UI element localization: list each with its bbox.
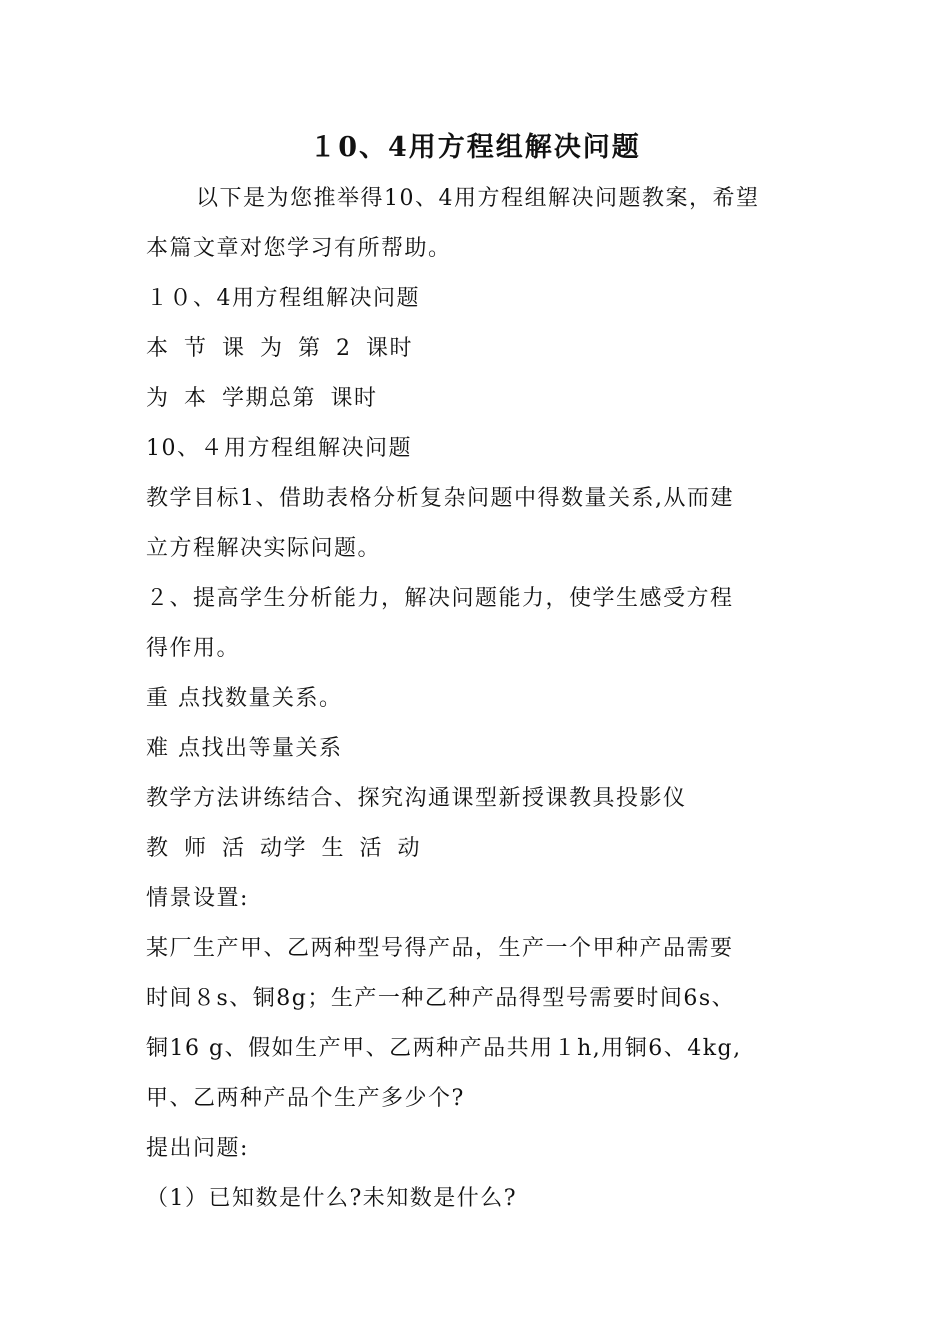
activities-header: 教 师 活 动学 生 活 动 <box>146 836 421 861</box>
intro-line-2: 本篇文章对您学习有所帮助。 <box>146 236 452 261</box>
objective-line-1: 教学目标1、借助表格分析复杂问题中得数量关系,从而建 <box>146 486 734 511</box>
semester-period: 为 本 学期总第 课时 <box>146 386 378 411</box>
problem-line-2: 时间８s、铜8g；生产一种乙种产品得型号需要时间6s、 <box>146 986 736 1011</box>
intro-line-1: 以下是为您推举得10、4用方程组解决问题教案，希望 <box>196 186 760 211</box>
scenario-heading: 情景设置: <box>146 886 249 911</box>
lesson-topic: 10、４用方程组解决问题 <box>146 436 412 461</box>
lesson-heading: １０、4用方程组解决问题 <box>146 286 420 311</box>
problem-line-1: 某厂生产甲、乙两种型号得产品，生产一个甲种产品需要 <box>146 936 734 961</box>
teaching-method: 教学方法讲练结合、探究沟通课型新授课教具投影仪 <box>146 786 687 811</box>
problem-line-3: 铜16 g、假如生产甲、乙两种产品共用１h,用铜6、4kg, <box>146 1036 742 1061</box>
lesson-period: 本 节 课 为 第 2 课时 <box>146 336 413 361</box>
objective-line-2: 立方程解决实际问题。 <box>146 536 382 561</box>
document-title: １0、4用方程组解决问题 <box>309 132 641 163</box>
objective-line-3: ２、提高学生分析能力，解决问题能力，使学生感受方程 <box>146 586 734 611</box>
key-point: 重 点找数量关系。 <box>146 686 343 711</box>
problem-line-4: 甲、乙两种产品个生产多少个? <box>146 1086 465 1111</box>
difficult-point: 难 点找出等量关系 <box>146 736 343 761</box>
objective-line-4: 得作用。 <box>146 636 241 661</box>
questions-heading: 提出问题: <box>146 1136 249 1161</box>
question-1: （1）已知数是什么?未知数是什么? <box>146 1186 518 1211</box>
